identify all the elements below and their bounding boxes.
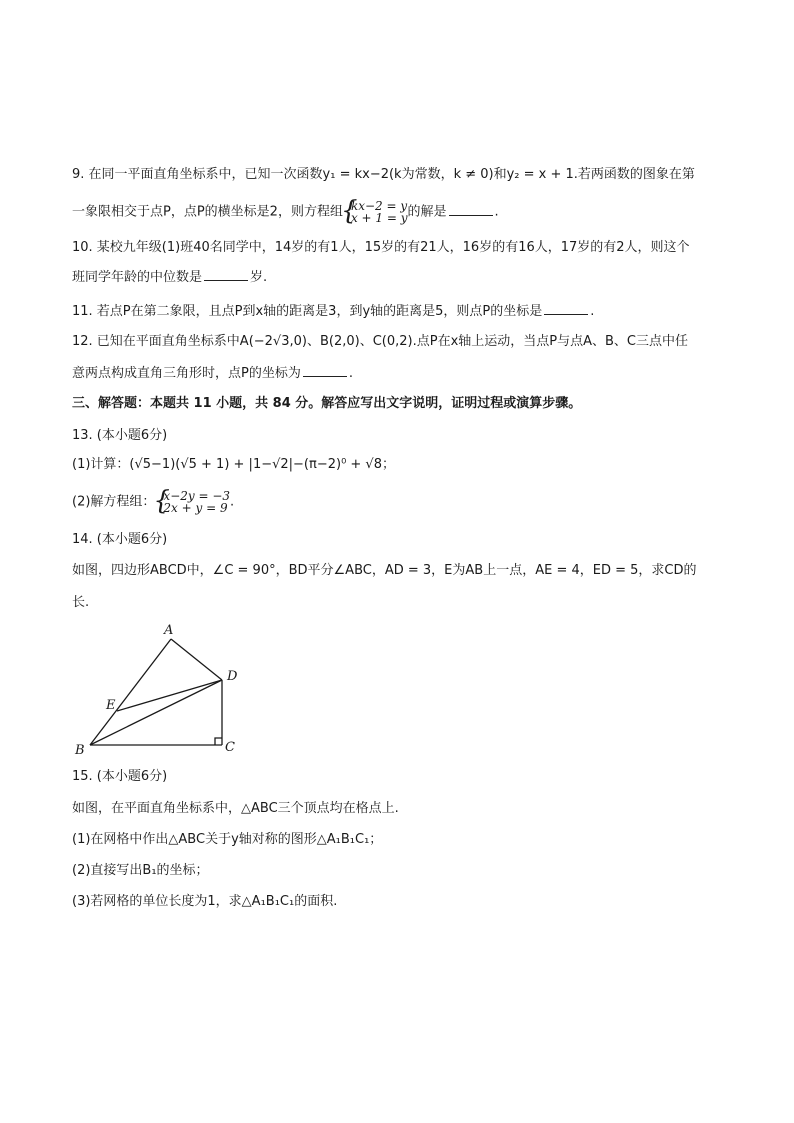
- q11-text: 11. 若点P在第二象限，且点P到x轴的距离是3，到y轴的距离是5，则点P的坐标是: [72, 304, 543, 319]
- q11-line1: [72, 302, 734, 321]
- q14-figure: [60, 618, 260, 763]
- q9-eq2: x + 1 = y: [350, 211, 408, 225]
- q9-line1: 9. 在同一平面直角坐标系中，已知一次函数y₁ = kx−2(k为常数，k ≠ 0)和y₂ = x + 1.若两函数的图象在第: [72, 167, 695, 182]
- q12-line2: [72, 364, 734, 383]
- q9-eq1: { kx−2 = y: [350, 199, 408, 213]
- q9-line2-suffix: 的解是: [407, 204, 447, 220]
- q10-line1: 10. 某校九年级(1)班40名同学中，14岁的有1人，15岁的有21人，16岁的有16人，17岁的有2人，则这个: [72, 240, 690, 255]
- q13-part2-prefix: (2)解方程组：: [72, 494, 156, 510]
- q11-end: .: [590, 304, 595, 319]
- q14-header: 14. (本小题6分): [72, 532, 168, 547]
- q14-line1: 如图，四边形ABCD中，∠C = 90°，BD平分∠ABC，AD = 3，E为AB上一点，AE = 4，ED = 5，求CD的: [72, 563, 697, 578]
- q12-line2-prefix: 意两点构成直角三角形时，点P的坐标为: [72, 366, 301, 381]
- q14-label-e: E: [106, 698, 116, 713]
- q14-right-angle-mark: [215, 738, 222, 745]
- q14-seg-ad: [171, 639, 222, 680]
- q9-line2-prefix: 一象限相交于点P，点P的横坐标是2，则方程组: [72, 204, 343, 220]
- q10-line2: [72, 268, 734, 287]
- q10-answer-blank: [204, 268, 248, 281]
- section3-header: 三、解答题：本题共 11 小题，共 84 分。解答应写出文字说明，证明过程或演算步骤。: [72, 396, 582, 411]
- q15-line1: 如图，在平面直角坐标系中，△ABC三个顶点均在格点上.: [72, 801, 399, 816]
- q9-answer-blank: [449, 203, 493, 216]
- q10-line2-suffix: 岁.: [250, 270, 268, 285]
- q14-label-b: B: [75, 743, 85, 758]
- q13-part2-end: .: [230, 494, 235, 510]
- q9-equation-system: [343, 200, 408, 224]
- q14-label-d: D: [227, 669, 238, 684]
- q13-part2: [72, 490, 734, 514]
- q13-eq2: 2x + y = 9: [163, 501, 228, 515]
- q13-eq1: { x−2y = −3: [163, 489, 231, 503]
- q14-seg-ab: [90, 639, 171, 745]
- q14-line2: 长.: [72, 595, 90, 610]
- q13-part1: (1)计算：(√5−1)(√5 + 1) + |1−√2|−(π−2)⁰ + √8；: [72, 457, 395, 472]
- q9-line2: [72, 200, 734, 224]
- q13-equation-system: [155, 490, 230, 514]
- q15-part1: (1)在网格中作出△ABC关于y轴对称的图形△A₁B₁C₁；: [72, 832, 383, 847]
- q14-label-a: A: [164, 623, 174, 638]
- q12-answer-blank: [303, 364, 347, 377]
- q11-answer-blank: [544, 302, 588, 315]
- q15-part3: (3)若网格的单位长度为1，求△A₁B₁C₁的面积.: [72, 894, 338, 909]
- q12-end: .: [348, 366, 353, 381]
- q12-line1: 12. 已知在平面直角坐标系中A(−2√3,0)、B(2,0)、C(0,2).点P在x轴上运动，当点P与点A、B、C三点中任: [72, 334, 688, 349]
- q13-header: 13. (本小题6分): [72, 428, 168, 443]
- q15-header: 15. (本小题6分): [72, 769, 168, 784]
- q10-line2-prefix: 班同学年龄的中位数是: [72, 270, 203, 285]
- q14-label-c: C: [225, 740, 235, 755]
- q15-part2: (2)直接写出B₁的坐标；: [72, 863, 209, 878]
- q9-end: .: [494, 204, 499, 220]
